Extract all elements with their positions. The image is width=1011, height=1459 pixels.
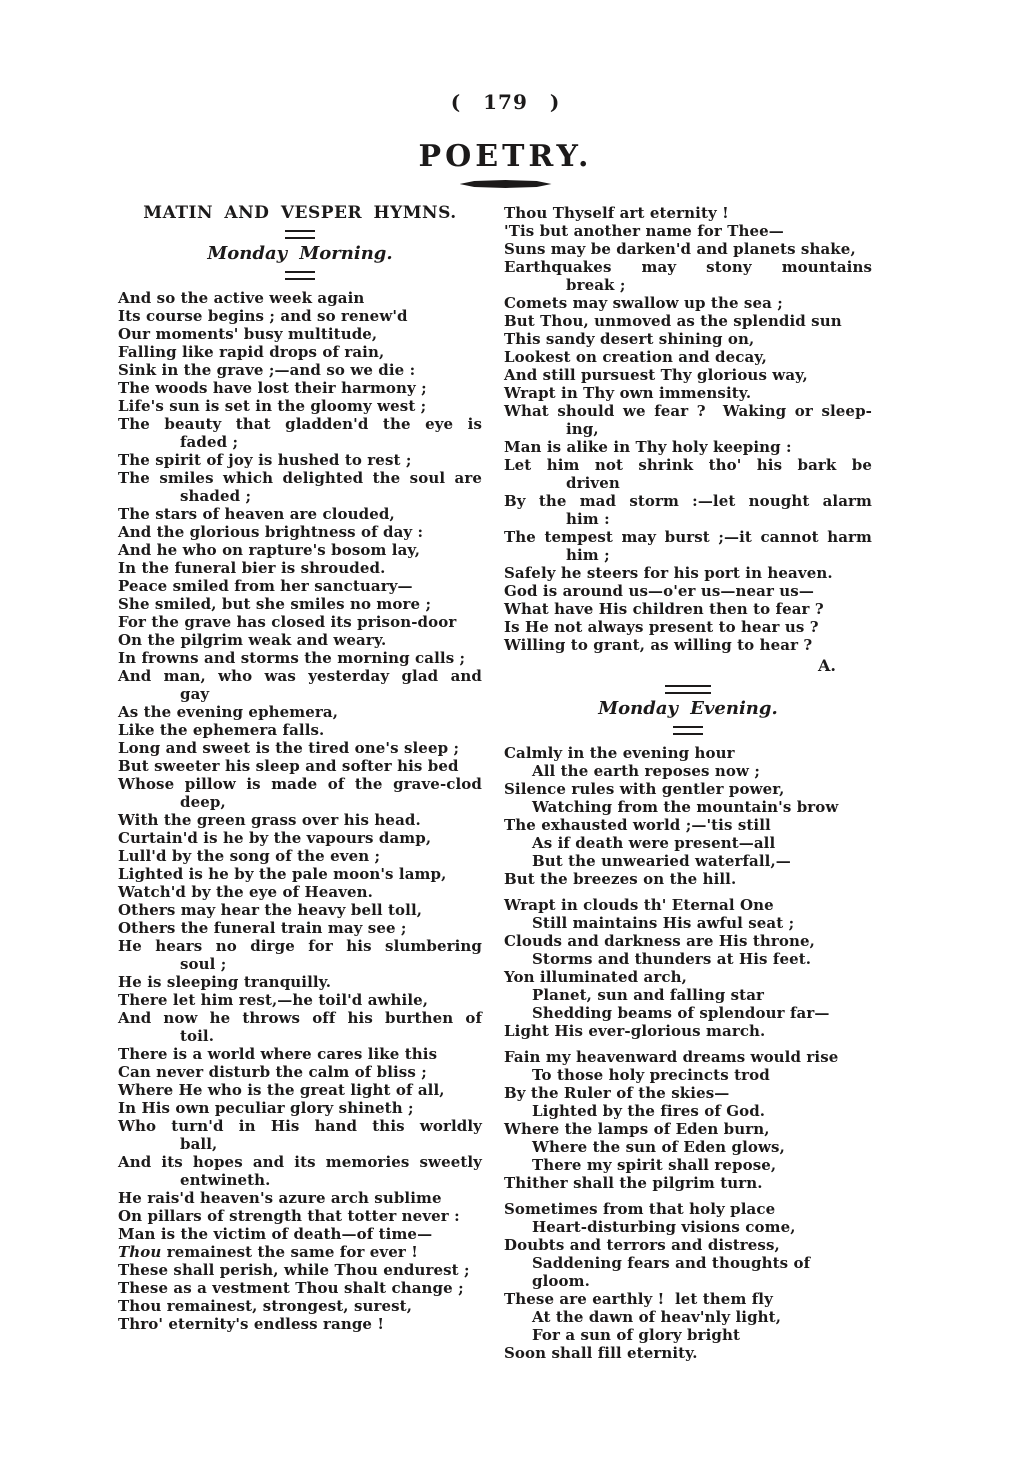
poem-line: This sandy desert shining on,: [504, 330, 755, 348]
poem-line: But sweeter his sleep and softer his bed: [118, 757, 459, 775]
poem-line: Lull'd by the song of the even ;: [118, 847, 381, 865]
poem-line: deep,: [180, 793, 226, 811]
poem-line: Wrapt in clouds th' Eternal One: [504, 896, 774, 914]
poem-line: Our moments' busy multitude,: [118, 325, 378, 343]
poem-line: Suns may be darken'd and planets shake,: [504, 240, 856, 258]
poem-line: Thither shall the pilgrim turn.: [504, 1174, 763, 1192]
page-number: ( 179 ): [450, 90, 561, 114]
poem-line: The stars of heaven are clouded,: [118, 505, 395, 523]
poem-line: But Thou, unmoved as the splendid sun: [504, 312, 842, 330]
poem-line: He rais'd heaven's azure arch sublime: [118, 1189, 442, 1207]
poem-line: These are earthly ! let them fly: [504, 1290, 773, 1308]
poem-line: Falling like rapid drops of rain,: [118, 343, 385, 361]
poem-line: Is He not always present to hear us ?: [504, 618, 819, 636]
poem-line: But the unwearied waterfall,—: [532, 852, 791, 870]
poem-line: gay: [180, 685, 210, 703]
poem-line: Others the funeral train may see ;: [118, 919, 407, 937]
poem-line: In His own peculiar glory shineth ;: [118, 1099, 414, 1117]
poem-line: With the green grass over his head.: [118, 811, 421, 829]
poem-line: Whose pillow is made of the grave-clod: [118, 775, 482, 793]
poem-line: The woods have lost their harmony ;: [118, 379, 427, 397]
poem-line: Sometimes from that holy place: [504, 1200, 776, 1218]
poem-line: Thou remainest, strongest, surest,: [118, 1297, 413, 1315]
poem-line: Heart-disturbing visions come,: [532, 1218, 796, 1236]
title-divider-rule: [460, 180, 552, 188]
poem-line: Lighted is he by the pale moon's lamp,: [118, 865, 447, 883]
poem-line: There is a world where cares like this: [118, 1045, 438, 1063]
poem-line: Like the ephemera falls.: [118, 721, 325, 739]
poem-line: And so the active week again: [118, 289, 365, 307]
poem-line: Where He who is the great light of all,: [118, 1081, 445, 1099]
poem-line: Doubts and terrors and distress,: [504, 1236, 780, 1254]
poem-monday-evening: [504, 744, 872, 1362]
poem-line: Soon shall fill eternity.: [504, 1344, 698, 1362]
poem-line: Man is alike in Thy holy keeping :: [504, 438, 792, 456]
poem-line: On pillars of strength that totter never :: [118, 1207, 460, 1225]
poem-line: And he who on rapture's bosom lay,: [118, 541, 421, 559]
poem-line: Safely he steers for his port in heaven.: [504, 564, 833, 582]
poem-line: In the funeral bier is shrouded.: [118, 559, 386, 577]
poem-line: What have His children then to fear ?: [504, 600, 824, 618]
poem-line: Yon illuminated arch,: [504, 968, 687, 986]
poem-line: Sink in the grave ;—and so we die :: [118, 361, 416, 379]
poem-line: Wrapt in Thy own immensity.: [504, 384, 752, 402]
poem-line: As the evening ephemera,: [118, 703, 339, 721]
poem-line: driven: [566, 474, 620, 492]
poem-line: entwineth.: [180, 1171, 271, 1189]
poem-line: Thro' eternity's endless range !: [118, 1315, 385, 1333]
poem-line: Long and sweet is the tired one's sleep ;: [118, 739, 460, 757]
poem-line: On the pilgrim weak and weary.: [118, 631, 387, 649]
poem-line: He hears no dirge for his slumbering: [118, 937, 482, 955]
poem-line: By the Ruler of the skies—: [504, 1084, 730, 1102]
poem-subheading-evening: Monday Evening.: [598, 698, 778, 719]
poem-line: break ;: [566, 276, 626, 294]
poem-subheading-morning: Monday Morning.: [207, 243, 393, 264]
poem-line: toil.: [180, 1027, 215, 1045]
poem-line: Watch'd by the eye of Heaven.: [118, 883, 373, 901]
poem-line: What should we fear ? Waking or sleep-: [504, 402, 872, 420]
poem-line: To those holy precincts trod: [532, 1066, 770, 1084]
poem-line: Let him not shrink tho' his bark be: [504, 456, 872, 474]
poem-line: The tempest may burst ;—it cannot harm: [504, 528, 872, 546]
poem-line: All the earth reposes now ;: [532, 762, 760, 780]
poem-line: Earthquakes may stony mountains: [504, 258, 872, 276]
poem-line: The exhausted world ;—'tis still: [504, 816, 771, 834]
poem-line: soul ;: [180, 955, 227, 973]
left-column: [118, 204, 482, 1333]
poem-line: ing,: [566, 420, 599, 438]
poem-line: Clouds and darkness are His throne,: [504, 932, 815, 950]
subheading-divider-rule: [285, 271, 315, 280]
poem-line: Willing to grant, as willing to hear ?: [504, 636, 813, 654]
poem-line: ball,: [180, 1135, 218, 1153]
poem-line: He is sleeping tranquilly.: [118, 973, 332, 991]
section-divider-rule: [665, 685, 711, 694]
poem-line: Fain my heavenward dreams would rise: [504, 1048, 839, 1066]
poem-line: And its hopes and its memories sweetly: [118, 1153, 482, 1171]
poem-monday-morning-continued: [504, 204, 872, 654]
poem-line: By the mad storm :—let nought alarm: [504, 492, 872, 510]
poem-line: Light His ever-glorious march.: [504, 1022, 766, 1040]
section-divider-rule: [285, 230, 315, 239]
poem-line: And still pursuest Thy glorious way,: [504, 366, 808, 384]
poem-line: him :: [566, 510, 610, 528]
poem-line: The beauty that gladden'd the eye is: [118, 415, 482, 433]
poem-signature: A.: [818, 656, 836, 675]
poem-line: There let him rest,—he toil'd awhile,: [118, 991, 429, 1009]
poem-line: She smiled, but she smiles no more ;: [118, 595, 432, 613]
poem-line: shaded ;: [180, 487, 252, 505]
poem-line: Peace smiled from her sanctuary—: [118, 577, 413, 595]
poem-line: Watching from the mountain's brow: [532, 798, 839, 816]
poem-line: As if death were present—all: [532, 834, 776, 852]
poem-line: The smiles which delighted the soul are: [118, 469, 482, 487]
poem-line: Lookest on creation and decay,: [504, 348, 768, 366]
poem-line: And now he throws off his burthen of: [118, 1009, 482, 1027]
poem-line: Shedding beams of splendour far—: [532, 1004, 830, 1022]
poem-line: Where the lamps of Eden burn,: [504, 1120, 770, 1138]
poem-line: But the breezes on the hill.: [504, 870, 737, 888]
poem-line: Where the sun of Eden glows,: [532, 1138, 785, 1156]
poem-line: Storms and thunders at His feet.: [532, 950, 812, 968]
poem-line: Its course begins ; and so renew'd: [118, 307, 408, 325]
poem-line: Lighted by the fires of God.: [532, 1102, 766, 1120]
poem-line: Life's sun is set in the gloomy west ;: [118, 397, 427, 415]
poem-line: For a sun of glory bright: [532, 1326, 741, 1344]
poem-line: 'Tis but another name for Thee—: [504, 222, 784, 240]
poem-line: Still maintains His awful seat ;: [532, 914, 795, 932]
poem-line: In frowns and storms the morning calls ;: [118, 649, 466, 667]
poem-line: Planet, sun and falling star: [532, 986, 765, 1004]
poem-line: Saddening fears and thoughts of gloom.: [532, 1254, 816, 1290]
poem-line: And man, who was yesterday glad and: [118, 667, 482, 685]
poem-line: Comets may swallow up the sea ;: [504, 294, 783, 312]
right-column: [504, 204, 872, 1362]
poem-line: Curtain'd is he by the vapours damp,: [118, 829, 432, 847]
two-column-layout: [118, 204, 1011, 1362]
poem-line: Who turn'd in His hand this worldly: [118, 1117, 482, 1135]
poem-line: faded ;: [180, 433, 239, 451]
subheading-divider-rule: [673, 726, 703, 735]
page-title: POETRY.: [418, 139, 593, 174]
poem-line: Thou remainest the same for ever !: [118, 1243, 418, 1261]
poem-line: The spirit of joy is hushed to rest ;: [118, 451, 412, 469]
poem-line: Others may hear the heavy bell toll,: [118, 901, 423, 919]
poem-line: Can never disturb the calm of bliss ;: [118, 1063, 427, 1081]
poem-line: For the grave has closed its prison-door: [118, 613, 457, 631]
poem-line: And the glorious brightness of day :: [118, 523, 424, 541]
poem-line: Silence rules with gentler power,: [504, 780, 785, 798]
poem-line: Man is the victim of death—of time—: [118, 1225, 433, 1243]
poem-line: These as a vestment Thou shalt change ;: [118, 1279, 464, 1297]
poem-line: God is around us—o'er us—near us—: [504, 582, 814, 600]
poem-line: Thou Thyself art eternity !: [504, 204, 729, 222]
poem-line: At the dawn of heav'nly light,: [532, 1308, 782, 1326]
poem-monday-morning: [118, 289, 482, 1333]
poem-line: These shall perish, while Thou endurest ;: [118, 1261, 470, 1279]
poem-line: him ;: [566, 546, 610, 564]
poem-line: Calmly in the evening hour: [504, 744, 735, 762]
section-heading: MATIN AND VESPER HYMNS.: [143, 203, 457, 223]
poem-line: There my spirit shall repose,: [532, 1156, 777, 1174]
